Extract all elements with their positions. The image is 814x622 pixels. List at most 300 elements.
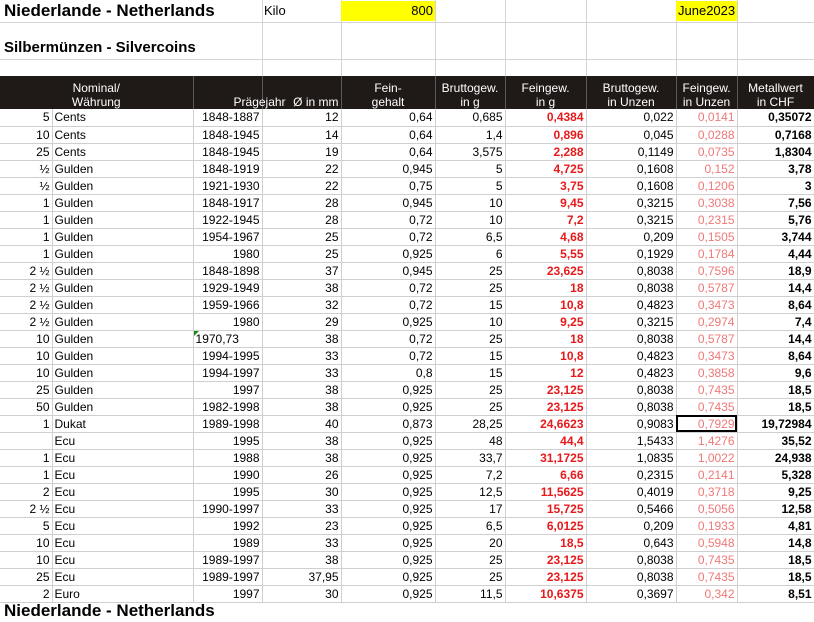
cell-fine-oz[interactable]: 0,7435 — [676, 568, 737, 585]
date-cell[interactable]: June2023 — [676, 1, 737, 21]
col-header-gross-g[interactable] — [435, 76, 505, 109]
cell-fineness[interactable]: 0,925 — [341, 245, 435, 262]
cell-metal-value[interactable]: 9,25 — [737, 483, 814, 500]
cell-fine-oz[interactable]: 0,1206 — [676, 177, 737, 194]
cell-fine-g[interactable]: 11,5625 — [505, 483, 586, 500]
cell-diameter[interactable]: 33 — [262, 534, 341, 551]
cell-nominal[interactable]: 2 ½ — [0, 279, 52, 296]
cell-fineness[interactable]: 0,925 — [341, 398, 435, 415]
cell-year[interactable]: 1959-1966 — [193, 296, 262, 313]
cell-diameter[interactable]: 19 — [262, 143, 341, 160]
cell-fine-g[interactable]: 9,45 — [505, 194, 586, 211]
cell-fine-g[interactable]: 23,125 — [505, 551, 586, 568]
cell-fine-g[interactable]: 15,725 — [505, 500, 586, 517]
cell-metal-value[interactable]: 18,5 — [737, 568, 814, 585]
cell-currency[interactable]: Gulden — [52, 177, 193, 194]
cell-gross-oz[interactable]: 1,5433 — [586, 432, 676, 449]
cell-fineness[interactable]: 0,72 — [341, 211, 435, 228]
cell-diameter[interactable]: 40 — [262, 415, 341, 432]
cell-gross-g[interactable]: 25 — [435, 381, 505, 398]
cell-fineness[interactable]: 0,75 — [341, 177, 435, 194]
cell-fineness[interactable]: 0,925 — [341, 551, 435, 568]
cell-currency[interactable]: Gulden — [52, 381, 193, 398]
cell-fineness[interactable]: 0,925 — [341, 483, 435, 500]
cell-currency[interactable]: Gulden — [52, 160, 193, 177]
cell-year[interactable]: 1992 — [193, 517, 262, 534]
cell-diameter[interactable]: 37,95 — [262, 568, 341, 585]
cell-gross-oz[interactable]: 0,9083 — [586, 415, 676, 432]
cell-nominal[interactable]: 2 ½ — [0, 313, 52, 330]
cell-fine-oz[interactable]: 0,5787 — [676, 279, 737, 296]
cell-gross-oz[interactable]: 0,8038 — [586, 568, 676, 585]
cell-fine-oz[interactable]: 0,5787 — [676, 330, 737, 347]
cell-gross-oz[interactable]: 0,8038 — [586, 551, 676, 568]
cell-gross-g[interactable]: 0,685 — [435, 109, 505, 126]
cell-nominal[interactable]: 50 — [0, 398, 52, 415]
cell-gross-oz[interactable]: 0,8038 — [586, 330, 676, 347]
cell-nominal[interactable]: 10 — [0, 364, 52, 381]
cell-fine-oz[interactable]: 0,2315 — [676, 211, 737, 228]
col-header-gross-oz[interactable] — [586, 76, 676, 109]
cell-nominal[interactable]: 5 — [0, 517, 52, 534]
cell-currency[interactable]: Gulden — [52, 194, 193, 211]
cell-fine-oz[interactable]: 0,2141 — [676, 466, 737, 483]
cell-nominal[interactable]: 1 — [0, 466, 52, 483]
cell-gross-g[interactable]: 11,5 — [435, 585, 505, 602]
cell-fine-g[interactable]: 23,125 — [505, 398, 586, 415]
cell-nominal[interactable]: 2 — [0, 483, 52, 500]
cell-metal-value[interactable]: 7,4 — [737, 313, 814, 330]
cell-fineness[interactable]: 0,925 — [341, 568, 435, 585]
cell-currency[interactable]: Ecu — [52, 534, 193, 551]
cell-gross-oz[interactable]: 0,1608 — [586, 160, 676, 177]
cell-year[interactable]: 1848-1919 — [193, 160, 262, 177]
cell-gross-oz[interactable]: 0,3215 — [586, 194, 676, 211]
cell-fine-oz[interactable]: 0,3718 — [676, 483, 737, 500]
cell-currency[interactable]: Cents — [52, 109, 193, 126]
col-header-fineness[interactable] — [341, 76, 435, 109]
cell-fine-oz[interactable]: 0,0141 — [676, 109, 737, 126]
cell-nominal[interactable]: 10 — [0, 551, 52, 568]
cell-year[interactable]: 1848-1887 — [193, 109, 262, 126]
cell-nominal[interactable]: 25 — [0, 568, 52, 585]
cell-fineness[interactable]: 0,64 — [341, 126, 435, 143]
cell-metal-value[interactable]: 14,4 — [737, 330, 814, 347]
cell-year[interactable]: 1990 — [193, 466, 262, 483]
cell-fine-g[interactable]: 6,0125 — [505, 517, 586, 534]
cell-fineness[interactable]: 0,925 — [341, 500, 435, 517]
cell-nominal[interactable]: 1 — [0, 245, 52, 262]
cell-currency[interactable]: Ecu — [52, 483, 193, 500]
cell-fineness[interactable]: 0,925 — [341, 313, 435, 330]
next-section-title[interactable]: Niederlande - Netherlands — [4, 601, 215, 620]
cell-gross-g[interactable]: 10 — [435, 313, 505, 330]
cell-gross-g[interactable]: 15 — [435, 347, 505, 364]
cell-gross-g[interactable]: 1,4 — [435, 126, 505, 143]
cell-fine-oz[interactable]: 0,0288 — [676, 126, 737, 143]
cell-gross-oz[interactable]: 0,4823 — [586, 364, 676, 381]
cell-year[interactable]: 1997 — [193, 381, 262, 398]
cell-fine-g[interactable]: 18 — [505, 279, 586, 296]
cell-gross-g[interactable]: 25 — [435, 262, 505, 279]
cell-fine-oz[interactable]: 0,1505 — [676, 228, 737, 245]
cell-gross-g[interactable]: 3,575 — [435, 143, 505, 160]
cell-fine-oz[interactable]: 1,4276 — [676, 432, 737, 449]
cell-diameter[interactable]: 38 — [262, 432, 341, 449]
cell-gross-oz[interactable]: 0,3215 — [586, 313, 676, 330]
cell-fine-g[interactable]: 10,8 — [505, 347, 586, 364]
cell-fine-oz[interactable]: 1,0022 — [676, 449, 737, 466]
cell-metal-value[interactable]: 18,5 — [737, 551, 814, 568]
cell-currency[interactable]: Euro — [52, 585, 193, 602]
cell-fineness[interactable]: 0,72 — [341, 347, 435, 364]
cell-year[interactable]: 1980 — [193, 245, 262, 262]
cell-gross-g[interactable]: 6 — [435, 245, 505, 262]
cell-gross-g[interactable]: 28,25 — [435, 415, 505, 432]
cell-currency[interactable]: Gulden — [52, 330, 193, 347]
cell-nominal[interactable]: 1 — [0, 194, 52, 211]
cell-currency[interactable]: Gulden — [52, 279, 193, 296]
cell-gross-g[interactable]: 10 — [435, 211, 505, 228]
cell-year[interactable]: 1980 — [193, 313, 262, 330]
cell-gross-g[interactable]: 25 — [435, 568, 505, 585]
cell-year[interactable]: 1995 — [193, 432, 262, 449]
cell-nominal[interactable]: ½ — [0, 160, 52, 177]
cell-fine-oz[interactable]: 0,3473 — [676, 347, 737, 364]
cell-gross-oz[interactable]: 0,4823 — [586, 347, 676, 364]
cell-fine-g[interactable]: 10,6375 — [505, 585, 586, 602]
cell-year[interactable]: 1848-1945 — [193, 126, 262, 143]
cell-year[interactable]: 1995 — [193, 483, 262, 500]
cell-year[interactable]: 1990-1997 — [193, 500, 262, 517]
cell-year[interactable]: 1982-1998 — [193, 398, 262, 415]
cell-gross-oz[interactable]: 0,1929 — [586, 245, 676, 262]
cell-fine-oz[interactable]: 0,7435 — [676, 551, 737, 568]
cell-nominal[interactable] — [0, 432, 52, 449]
cell-fine-oz[interactable]: 0,7596 — [676, 262, 737, 279]
cell-currency[interactable]: Gulden — [52, 228, 193, 245]
cell-gross-oz[interactable]: 0,643 — [586, 534, 676, 551]
cell-gross-oz[interactable]: 0,4019 — [586, 483, 676, 500]
cell-diameter[interactable]: 25 — [262, 245, 341, 262]
cell-fineness[interactable]: 0,64 — [341, 109, 435, 126]
cell-nominal[interactable]: 1 — [0, 228, 52, 245]
cell-fine-oz[interactable]: 0,0735 — [676, 143, 737, 160]
cell-gross-g[interactable]: 20 — [435, 534, 505, 551]
cell-year[interactable]: 1989 — [193, 534, 262, 551]
cell-metal-value[interactable]: 12,58 — [737, 500, 814, 517]
cell-fine-g[interactable]: 6,66 — [505, 466, 586, 483]
cell-gross-oz[interactable]: 0,022 — [586, 109, 676, 126]
cell-currency[interactable]: Gulden — [52, 364, 193, 381]
cell-metal-value[interactable]: 5,76 — [737, 211, 814, 228]
cell-diameter[interactable]: 22 — [262, 177, 341, 194]
cell-fine-g[interactable]: 0,4384 — [505, 109, 586, 126]
cell-year[interactable]: 1848-1945 — [193, 143, 262, 160]
cell-gross-oz[interactable]: 0,045 — [586, 126, 676, 143]
cell-currency[interactable]: Gulden — [52, 245, 193, 262]
cell-diameter[interactable]: 33 — [262, 500, 341, 517]
cell-diameter[interactable]: 23 — [262, 517, 341, 534]
cell-currency[interactable]: Gulden — [52, 211, 193, 228]
cell-year[interactable]: 1929-1949 — [193, 279, 262, 296]
section-subtitle[interactable]: Silbermünzen - Silvercoins — [4, 39, 196, 56]
cell-metal-value[interactable]: 4,44 — [737, 245, 814, 262]
cell-metal-value[interactable]: 9,6 — [737, 364, 814, 381]
cell-fine-g[interactable]: 18 — [505, 330, 586, 347]
cell-currency[interactable]: Ecu — [52, 466, 193, 483]
cell-nominal[interactable]: 5 — [0, 109, 52, 126]
cell-metal-value[interactable]: 24,938 — [737, 449, 814, 466]
cell-gross-oz[interactable]: 0,2315 — [586, 466, 676, 483]
cell-currency[interactable]: Gulden — [52, 398, 193, 415]
cell-fine-oz[interactable]: 0,3473 — [676, 296, 737, 313]
cell-nominal[interactable]: 1 — [0, 415, 52, 432]
cell-metal-value[interactable]: 4,81 — [737, 517, 814, 534]
cell-fineness[interactable]: 0,925 — [341, 381, 435, 398]
cell-year[interactable]: 1922-1945 — [193, 211, 262, 228]
cell-diameter[interactable]: 38 — [262, 381, 341, 398]
cell-diameter[interactable]: 37 — [262, 262, 341, 279]
cell-fine-g[interactable]: 7,2 — [505, 211, 586, 228]
cell-fine-g[interactable]: 5,55 — [505, 245, 586, 262]
cell-gross-oz[interactable]: 0,1149 — [586, 143, 676, 160]
cell-fineness[interactable]: 0,925 — [341, 466, 435, 483]
cell-metal-value[interactable]: 1,8304 — [737, 143, 814, 160]
cell-gross-oz[interactable]: 0,5466 — [586, 500, 676, 517]
cell-diameter[interactable]: 38 — [262, 551, 341, 568]
cell-gross-g[interactable]: 10 — [435, 194, 505, 211]
cell-fine-g[interactable]: 9,25 — [505, 313, 586, 330]
cell-fine-oz[interactable]: 0,7929 — [676, 415, 737, 432]
cell-fineness[interactable]: 0,8 — [341, 364, 435, 381]
cell-fine-g[interactable]: 3,75 — [505, 177, 586, 194]
cell-fine-oz[interactable]: 0,3038 — [676, 194, 737, 211]
cell-fineness[interactable]: 0,925 — [341, 534, 435, 551]
cell-nominal[interactable]: 2 ½ — [0, 296, 52, 313]
cell-metal-value[interactable]: 8,64 — [737, 347, 814, 364]
cell-year[interactable]: 1954-1967 — [193, 228, 262, 245]
cell-diameter[interactable]: 38 — [262, 330, 341, 347]
cell-year[interactable]: 1921-1930 — [193, 177, 262, 194]
cell-fineness[interactable]: 0,64 — [341, 143, 435, 160]
cell-diameter[interactable]: 33 — [262, 364, 341, 381]
cell-metal-value[interactable]: 18,9 — [737, 262, 814, 279]
cell-gross-g[interactable]: 25 — [435, 330, 505, 347]
cell-diameter[interactable]: 30 — [262, 483, 341, 500]
cell-nominal[interactable]: 10 — [0, 534, 52, 551]
cell-fineness[interactable]: 0,945 — [341, 160, 435, 177]
cell-gross-oz[interactable]: 0,4823 — [586, 296, 676, 313]
cell-gross-oz[interactable]: 0,3215 — [586, 211, 676, 228]
cell-diameter[interactable]: 38 — [262, 279, 341, 296]
cell-fine-oz[interactable]: 0,5948 — [676, 534, 737, 551]
col-header-fine-g[interactable] — [505, 76, 586, 109]
cell-gross-g[interactable]: 15 — [435, 296, 505, 313]
cell-diameter[interactable]: 32 — [262, 296, 341, 313]
cell-fineness[interactable]: 0,925 — [341, 432, 435, 449]
cell-gross-g[interactable]: 33,7 — [435, 449, 505, 466]
cell-metal-value[interactable]: 14,8 — [737, 534, 814, 551]
cell-diameter[interactable]: 28 — [262, 194, 341, 211]
cell-metal-value[interactable]: 8,51 — [737, 585, 814, 602]
cell-metal-value[interactable]: 7,56 — [737, 194, 814, 211]
cell-year[interactable]: 1848-1898 — [193, 262, 262, 279]
cell-nominal[interactable]: 2 ½ — [0, 262, 52, 279]
cell-year[interactable]: 1994-1995 — [193, 347, 262, 364]
cell-gross-g[interactable]: 5 — [435, 177, 505, 194]
cell-metal-value[interactable]: 3,744 — [737, 228, 814, 245]
cell-gross-oz[interactable]: 0,209 — [586, 517, 676, 534]
cell-currency[interactable]: Ecu — [52, 500, 193, 517]
cell-metal-value[interactable]: 8,64 — [737, 296, 814, 313]
kilo-value-cell[interactable]: 800 — [341, 1, 435, 21]
cell-year[interactable]: 1989-1997 — [193, 568, 262, 585]
cell-year[interactable]: 1994-1997 — [193, 364, 262, 381]
cell-fine-g[interactable]: 44,4 — [505, 432, 586, 449]
cell-gross-oz[interactable]: 0,8038 — [586, 279, 676, 296]
cell-diameter[interactable]: 25 — [262, 228, 341, 245]
cell-fineness[interactable]: 0,925 — [341, 517, 435, 534]
cell-currency[interactable]: Ecu — [52, 449, 193, 466]
cell-nominal[interactable]: 25 — [0, 381, 52, 398]
cell-diameter[interactable]: 38 — [262, 449, 341, 466]
cell-gross-oz[interactable]: 0,8038 — [586, 381, 676, 398]
cell-gross-g[interactable]: 7,2 — [435, 466, 505, 483]
cell-fineness[interactable]: 0,945 — [341, 262, 435, 279]
cell-fine-oz[interactable]: 0,2974 — [676, 313, 737, 330]
cell-gross-g[interactable]: 25 — [435, 551, 505, 568]
cell-fine-g[interactable]: 24,6623 — [505, 415, 586, 432]
cell-metal-value[interactable]: 19,72984 — [737, 415, 814, 432]
cell-currency[interactable]: Cents — [52, 126, 193, 143]
cell-fineness[interactable]: 0,873 — [341, 415, 435, 432]
cell-diameter[interactable]: 26 — [262, 466, 341, 483]
cell-diameter[interactable]: 33 — [262, 347, 341, 364]
cell-gross-g[interactable]: 48 — [435, 432, 505, 449]
cell-nominal[interactable]: 10 — [0, 330, 52, 347]
cell-fine-g[interactable]: 23,125 — [505, 381, 586, 398]
cell-fine-oz[interactable]: 0,3858 — [676, 364, 737, 381]
cell-gross-g[interactable]: 25 — [435, 398, 505, 415]
cell-gross-oz[interactable]: 0,1608 — [586, 177, 676, 194]
cell-year[interactable]: 1989-1997 — [193, 551, 262, 568]
col-header-nominal[interactable] — [0, 76, 193, 109]
cell-fineness[interactable]: 0,72 — [341, 330, 435, 347]
cell-gross-g[interactable]: 12,5 — [435, 483, 505, 500]
cell-metal-value[interactable]: 0,35072 — [737, 109, 814, 126]
cell-fineness[interactable]: 0,925 — [341, 585, 435, 602]
cell-year[interactable]: 1989-1998 — [193, 415, 262, 432]
cell-diameter[interactable]: 12 — [262, 109, 341, 126]
cell-metal-value[interactable]: 18,5 — [737, 381, 814, 398]
cell-fine-g[interactable]: 4,68 — [505, 228, 586, 245]
cell-nominal[interactable]: 1 — [0, 449, 52, 466]
cell-fine-oz[interactable]: 0,7435 — [676, 381, 737, 398]
cell-diameter[interactable]: 28 — [262, 211, 341, 228]
cell-year[interactable]: 1988 — [193, 449, 262, 466]
cell-metal-value[interactable]: 3,78 — [737, 160, 814, 177]
cell-diameter[interactable]: 29 — [262, 313, 341, 330]
cell-fineness[interactable]: 0,72 — [341, 279, 435, 296]
cell-fine-g[interactable]: 2,288 — [505, 143, 586, 160]
cell-fine-g[interactable]: 4,725 — [505, 160, 586, 177]
cell-fine-oz[interactable]: 0,7435 — [676, 398, 737, 415]
cell-nominal[interactable]: 10 — [0, 126, 52, 143]
cell-metal-value[interactable]: 0,7168 — [737, 126, 814, 143]
cell-gross-oz[interactable]: 0,8038 — [586, 262, 676, 279]
cell-gross-oz[interactable]: 1,0835 — [586, 449, 676, 466]
col-header-year[interactable] — [193, 76, 286, 109]
cell-diameter[interactable]: 14 — [262, 126, 341, 143]
kilo-label[interactable]: Kilo — [264, 3, 286, 18]
cell-nominal[interactable]: 1 — [0, 211, 52, 228]
cell-year[interactable] — [193, 330, 262, 347]
cell-currency[interactable]: Gulden — [52, 313, 193, 330]
cell-fine-oz[interactable]: 0,152 — [676, 160, 737, 177]
cell-fineness[interactable]: 0,72 — [341, 228, 435, 245]
cell-gross-g[interactable]: 25 — [435, 279, 505, 296]
cell-diameter[interactable]: 30 — [262, 585, 341, 602]
cell-nominal[interactable]: 25 — [0, 143, 52, 160]
cell-fine-g[interactable]: 10,8 — [505, 296, 586, 313]
cell-metal-value[interactable]: 3 — [737, 177, 814, 194]
cell-nominal[interactable]: 10 — [0, 347, 52, 364]
cell-currency[interactable]: Gulden — [52, 296, 193, 313]
cell-metal-value[interactable]: 14,4 — [737, 279, 814, 296]
cell-fine-g[interactable]: 31,1725 — [505, 449, 586, 466]
cell-currency[interactable]: Ecu — [52, 551, 193, 568]
cell-fineness[interactable]: 0,72 — [341, 296, 435, 313]
cell-currency[interactable]: Gulden — [52, 347, 193, 364]
cell-gross-oz[interactable]: 0,209 — [586, 228, 676, 245]
cell-currency[interactable]: Gulden — [52, 262, 193, 279]
cell-gross-g[interactable]: 17 — [435, 500, 505, 517]
cell-currency[interactable]: Cents — [52, 143, 193, 160]
cell-currency[interactable]: Ecu — [52, 432, 193, 449]
cell-gross-g[interactable]: 15 — [435, 364, 505, 381]
cell-nominal[interactable]: 2 — [0, 585, 52, 602]
sheet-title[interactable]: Niederlande - Netherlands — [4, 1, 215, 20]
cell-gross-g[interactable]: 5 — [435, 160, 505, 177]
cell-fine-oz[interactable]: 0,342 — [676, 585, 737, 602]
cell-fineness[interactable]: 0,945 — [341, 194, 435, 211]
col-header-metal-value[interactable] — [737, 76, 814, 109]
cell-year[interactable]: 1848-1917 — [193, 194, 262, 211]
cell-fine-g[interactable]: 23,625 — [505, 262, 586, 279]
cell-gross-oz[interactable]: 0,3697 — [586, 585, 676, 602]
cell-metal-value[interactable]: 5,328 — [737, 466, 814, 483]
cell-currency[interactable]: Ecu — [52, 568, 193, 585]
cell-fine-oz[interactable]: 0,1784 — [676, 245, 737, 262]
col-header-fine-oz[interactable] — [676, 76, 737, 109]
cell-nominal[interactable]: 2 ½ — [0, 500, 52, 517]
cell-metal-value[interactable]: 35,52 — [737, 432, 814, 449]
cell-fine-g[interactable]: 23,125 — [505, 568, 586, 585]
cell-diameter[interactable]: 38 — [262, 398, 341, 415]
cell-fine-oz[interactable]: 0,5056 — [676, 500, 737, 517]
cell-fine-g[interactable]: 0,896 — [505, 126, 586, 143]
cell-nominal[interactable]: ½ — [0, 177, 52, 194]
cell-fine-g[interactable]: 12 — [505, 364, 586, 381]
cell-gross-g[interactable]: 6,5 — [435, 517, 505, 534]
cell-currency[interactable]: Ecu — [52, 517, 193, 534]
cell-fineness[interactable]: 0,925 — [341, 449, 435, 466]
cell-year[interactable]: 1997 — [193, 585, 262, 602]
cell-metal-value[interactable]: 18,5 — [737, 398, 814, 415]
cell-gross-g[interactable]: 6,5 — [435, 228, 505, 245]
cell-fine-oz[interactable]: 0,1933 — [676, 517, 737, 534]
